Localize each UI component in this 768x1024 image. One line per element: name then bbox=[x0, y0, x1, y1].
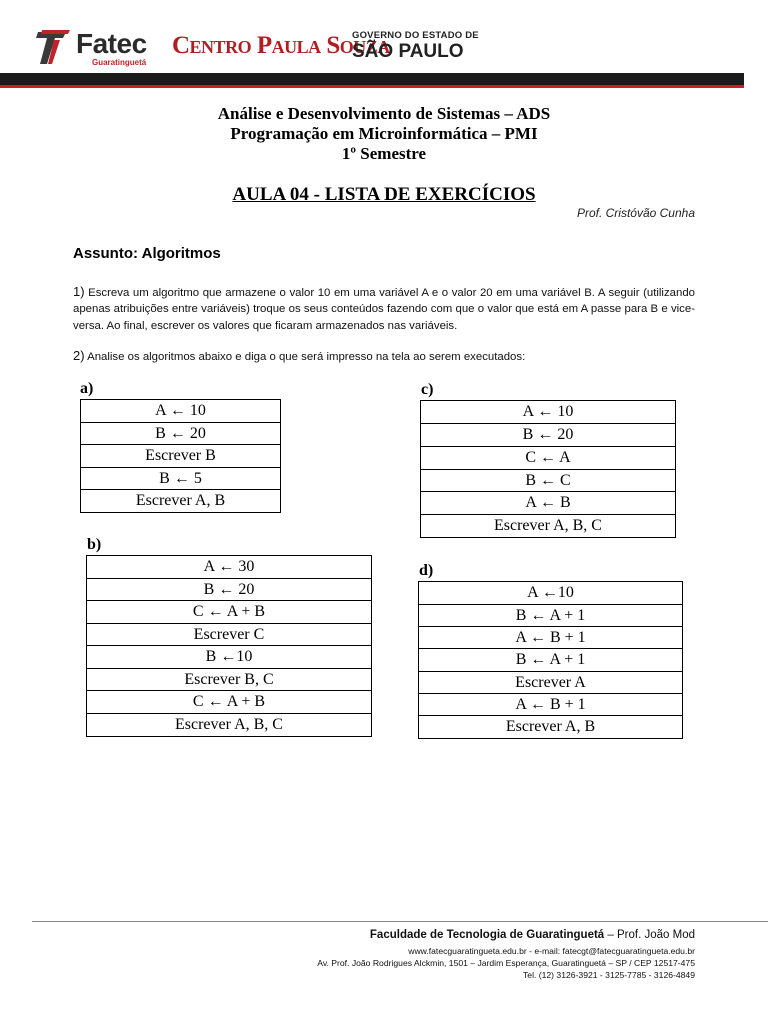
algo-c-table bbox=[420, 400, 676, 538]
algo-d-row: Escrever A bbox=[419, 672, 683, 694]
exercise-2-text: Analise os algoritmos abaixo e diga o que será impresso na tela ao serem executados: bbox=[84, 351, 526, 363]
footer-address: Av. Prof. João Rodrigues Alckmin, 1501 – Jardim Esperança, Guaratinguetá – SP / CEP 12517-475 bbox=[317, 958, 695, 968]
fatec-logo bbox=[36, 28, 156, 68]
algo-b-table bbox=[86, 555, 372, 737]
fatec-name: Fatec bbox=[76, 28, 147, 59]
footer-institution bbox=[370, 929, 695, 941]
algo-c-row: Escrever A, B, C bbox=[421, 515, 676, 538]
algo-b-row: Escrever A, B, C bbox=[87, 714, 372, 737]
algo-c-label: c) bbox=[421, 381, 434, 398]
algo-c-row: B ← 20 bbox=[421, 424, 676, 447]
algo-d-row: A ← B + 1 bbox=[419, 627, 683, 649]
exercise-2-number: 2) bbox=[73, 348, 85, 363]
course-line1: Análise e Desenvolvimento de Sistemas – ADS bbox=[217, 104, 551, 123]
gov-line2: SÃO PAULO bbox=[352, 41, 464, 62]
algo-a-row: Escrever A, B bbox=[81, 490, 281, 513]
algo-b-row: A ← 30 bbox=[87, 556, 372, 579]
exercise-1 bbox=[73, 284, 695, 334]
algo-d-row: B ← A + 1 bbox=[419, 605, 683, 627]
professor: Prof. Cristóvão Cunha bbox=[576, 206, 695, 220]
exercise-1-number: 1) bbox=[73, 284, 85, 299]
subject: Assunto: Algoritmos bbox=[73, 245, 221, 262]
algo-b-row: Escrever C bbox=[87, 624, 372, 646]
algo-c-row: A ← B bbox=[421, 492, 676, 515]
fatec-t-icon bbox=[36, 28, 72, 66]
algo-c-row: C ← A bbox=[421, 447, 676, 470]
algo-d-row: A ← B + 1 bbox=[419, 694, 683, 716]
algo-d-row: B ← A + 1 bbox=[419, 649, 683, 672]
algo-a-row: Escrever B bbox=[81, 445, 281, 468]
exercise-2 bbox=[73, 348, 695, 365]
algo-c-row: A ← 10 bbox=[421, 401, 676, 424]
footer-divider bbox=[32, 921, 768, 922]
algo-b-label: b) bbox=[87, 536, 102, 553]
algo-d-table bbox=[418, 581, 683, 739]
footer-phone: Tel. (12) 3126-3921 - 3125-7785 - 3126-4849 bbox=[523, 970, 695, 980]
algo-a-row: B ← 20 bbox=[81, 423, 281, 445]
algo-b-row: Escrever B, C bbox=[87, 669, 372, 691]
course-line3: 1º Semestre bbox=[341, 144, 427, 163]
course-line2: Programação em Microinformática – PMI bbox=[230, 124, 538, 143]
footer-prof: – Prof. João Mod bbox=[604, 929, 695, 941]
algo-d-row: Escrever A, B bbox=[419, 716, 683, 739]
fatec-city: Guaratinguetá bbox=[92, 58, 147, 67]
algo-c-row: B ← C bbox=[421, 470, 676, 492]
gov-line1: GOVERNO DO ESTADO DE bbox=[352, 30, 479, 41]
algo-a-row: B ← 5 bbox=[81, 468, 281, 490]
gov-sp-logo bbox=[352, 30, 482, 62]
algo-b-row: B ← 20 bbox=[87, 579, 372, 601]
algo-a-row: A ← 10 bbox=[81, 400, 281, 423]
exercise-1-text: Escreva um algoritmo que armazene o valor 10 em uma variável A e o valor 20 em uma variável B. A seguir (utilizando apenas atribuições entre variáveis) troque os seus conteúdos fazendo com que o valor que está em A passe para B e vice-versa. Ao final, escrever os valores que ficaram armazenados nas variáveis. bbox=[73, 287, 695, 332]
algo-d-label: d) bbox=[419, 562, 434, 579]
header-band-black bbox=[0, 73, 744, 85]
footer-web: www.fatecguaratingueta.edu.br - e-mail: fatecgt@fatecguaratingueta.edu.br bbox=[408, 946, 695, 956]
algo-d-row: A ←10 bbox=[419, 582, 683, 605]
page-title: AULA 04 - LISTA DE EXERCÍCIOS bbox=[232, 184, 536, 205]
cps-text: Centro Paula Souza bbox=[172, 32, 390, 59]
algo-b-row: B ←10 bbox=[87, 646, 372, 669]
header-band-red bbox=[0, 85, 744, 88]
algo-b-row: C ← A + B bbox=[87, 691, 372, 714]
algo-a-label: a) bbox=[80, 380, 94, 397]
algo-a-table bbox=[80, 399, 281, 513]
footer-institution-name: Faculdade de Tecnologia de Guaratinguetá bbox=[369, 929, 605, 941]
algo-b-row: C ← A + B bbox=[87, 601, 372, 624]
